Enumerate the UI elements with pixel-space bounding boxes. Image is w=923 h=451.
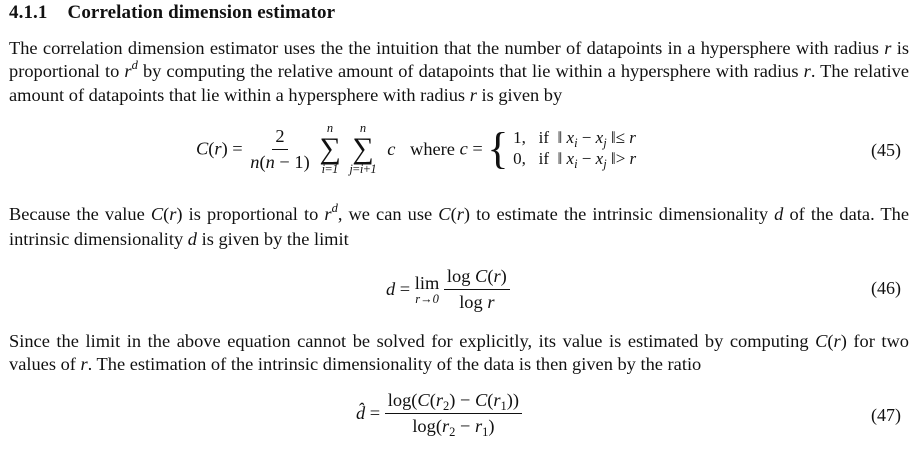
equation-46: d = lim r→0 $\frac{\text{log C(r)}}{\text{log r}}$ (46) xyxy=(386,266,901,312)
paragraph-intro: The correlation dimension estimator uses the the intuition that the number of datapoints in a hypersphere with radius r is proportional to $r^d$ by computing the relative amount of datapoints that lie within a hypersphere with radius r. The relative amount of datapoints that lie within a hypersphere with radius r is given by xyxy=(9,38,909,105)
section-number: 4.1.1 xyxy=(9,2,48,23)
equation-45: C(r) = $\frac{2}{n(n - 1)}$ n ∑ i=1 n ∑ j=i+1 c where c = { 1, if ‖ $x_i - x_j$ ‖≤ r 0, if ‖ $x_i - x_j$ ‖> r (45) xyxy=(196,121,901,176)
section-title: Correlation dimension estimator xyxy=(67,2,336,23)
paragraph-intrinsic: Because the value C(r) is proportional to $r^d$, we can use C(r) to estimate the intrinsic dimensionality d of the data. The intrinsic dimensionality d is given by the limit xyxy=(9,201,910,249)
section-heading xyxy=(9,2,335,24)
paragraph-estimation: Since the limit in the above equation cannot be solved for explicitly, its value is estimated by computing C(r) for two values of r. The estimation of the intrinsic dimensionality of the data is then given by the ratio xyxy=(9,331,909,374)
equation-number-45: (45) xyxy=(871,140,901,160)
equation-number-46: (46) xyxy=(871,278,901,298)
equation-number-47: (47) xyxy=(871,405,901,425)
equation-47: d̂ = $\frac{\log(C(r_2) - C(r_1))}{\log(r_2 - r_1)}$ (47) xyxy=(356,390,901,439)
